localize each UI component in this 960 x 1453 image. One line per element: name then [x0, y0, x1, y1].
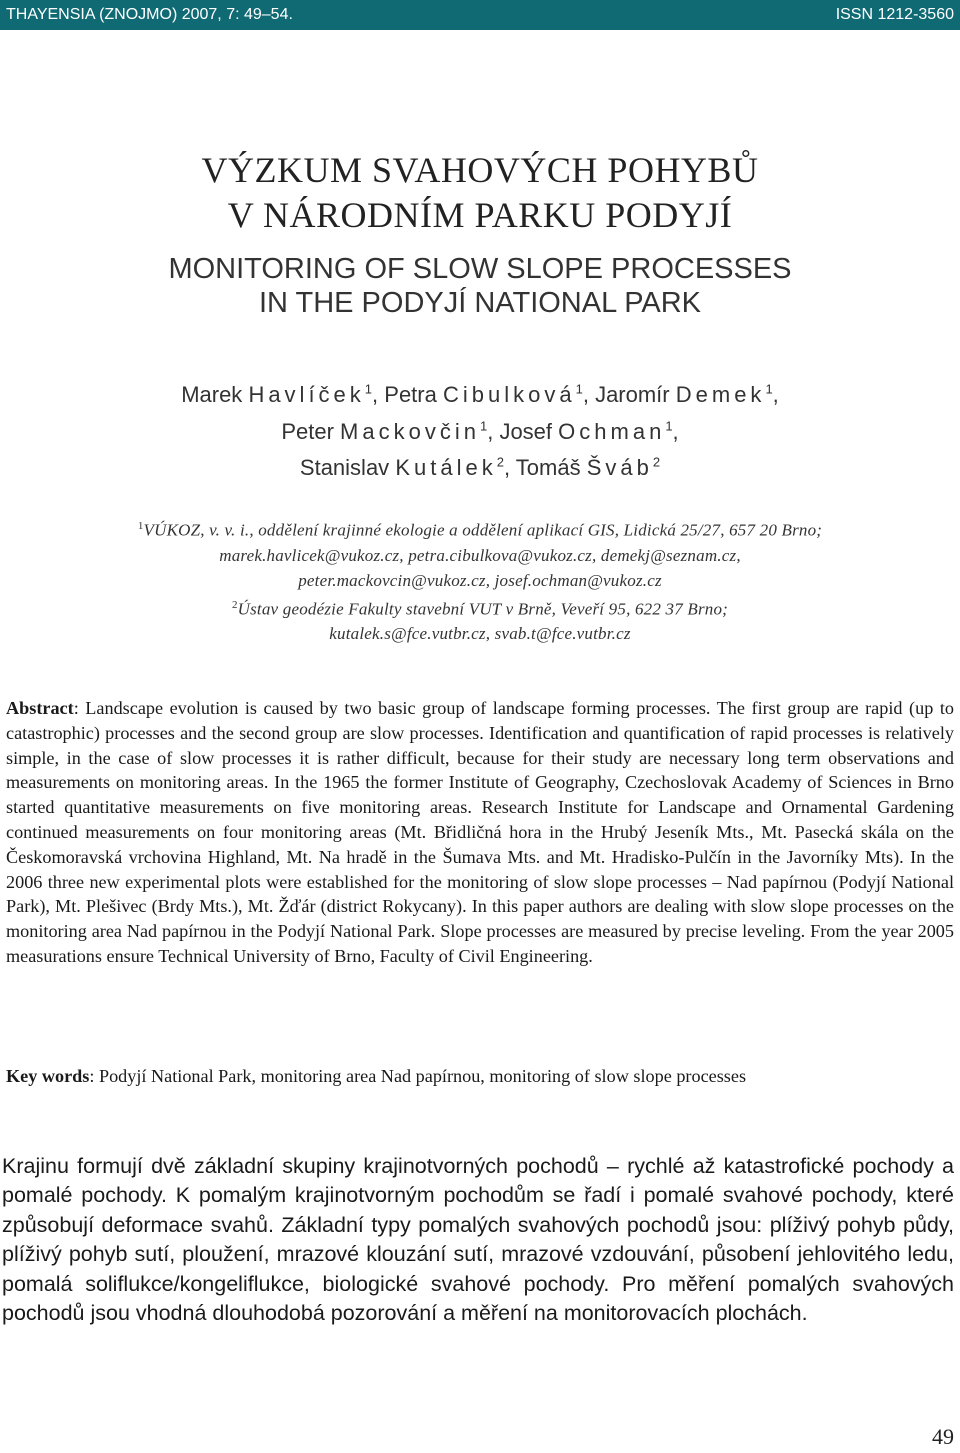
czech-title-line-1: VÝZKUM SVAHOVÝCH POHYBŮ — [201, 150, 759, 190]
affiliation-2-line-1: $^2$Ústav geodézie Fakulty stavební VUT v Brně, Veveří 95, 622 37 Brno; — [231, 598, 729, 619]
issn-label: ISSN 1212-3560 — [835, 6, 954, 23]
abstract-label: Abstract — [6, 698, 74, 718]
affiliation-mark: 2 — [231, 598, 238, 611]
author-line-1 — [0, 374, 960, 410]
author: Marek Havlíček$^1$, — [181, 382, 385, 408]
body-paragraph: Krajinu formují dvě základní skupiny krajinotvorných pochodů – rychlé až katastrofické pochody a pomalé pochody. K pomalým krajinotvorným pochodům se řadí i pomalé svahové pochody, které způsobují deformace svahů. Základní typy pomalých svahových pochodů jsou: plíživý pohyb půdy, plíživý pohyb sutí, ploužení, mrazové klouzání sutí, mrazové vzdouvání, působení jehlovitého ledu, pomalá soliflukce/kongeliflukce, biologické svahové pochody. Pro měření pomalých svahových pochodů jsou vhodná dlouhodobá pozorování a měření na monitorovacích plochách. — [2, 1154, 954, 1326]
author: Tomáš Šváb$^2$ — [515, 454, 661, 480]
czech-title — [0, 148, 960, 238]
author: Petra Cibulková$^1$, — [384, 382, 596, 408]
english-title-line-1: MONITORING OF SLOW SLOPE PROCESSES — [168, 253, 792, 285]
affiliation-2-line-2: kutalek.s@fce.vutbr.cz, svab.t@fce.vutbr.cz — [329, 624, 631, 644]
keywords-text: : Podyjí National Park, monitoring area Nad papírnou, monitoring of slow slope processes — [89, 1066, 747, 1086]
journal-citation: THAYENSIA (ZNOJMO) 2007, 7: 49–54. — [6, 6, 293, 23]
author: Peter Mackovčin$^1$, — [281, 418, 500, 444]
affiliation-1-line-3: peter.mackovcin@vukoz.cz, josef.ochman@vukoz.cz — [298, 570, 662, 590]
czech-title-line-2: V NÁRODNÍM PARKU PODYJÍ — [227, 195, 733, 235]
page-number: 49 — [932, 1424, 954, 1449]
author-list — [0, 374, 960, 483]
affiliation-1-line-1: $^1$VÚKOZ, v. v. i., oddělení krajinné ekologie a oddělení aplikací GIS, Lidická 25/27, 657 20 Brno; — [137, 520, 823, 540]
abstract — [6, 696, 954, 969]
keywords — [6, 1064, 954, 1089]
affiliations — [0, 514, 960, 646]
author: Josef Ochman$^1$, — [499, 418, 679, 444]
english-title-line-2: IN THE PODYJÍ NATIONAL PARK — [258, 287, 702, 319]
affiliation-1-line-2: marek.havlicek@vukoz.cz, petra.cibulkova@vukoz.cz, demekj@seznam.cz, — [219, 545, 741, 565]
author-line-2 — [0, 410, 960, 446]
author-line-3 — [0, 447, 960, 483]
author: Jaromír Demek$^1$, — [595, 382, 779, 408]
affiliation-mark: 1 — [137, 520, 144, 532]
author: Stanislav Kutálek$^2$, — [299, 454, 516, 480]
keywords-label: Key words — [6, 1066, 90, 1086]
english-title — [0, 252, 960, 320]
journal-header-bar — [0, 0, 960, 30]
abstract-text: : Landscape evolution is caused by two basic group of landscape forming processes. The first group are rapid (up to catastrophic) processes and the second group are slow processes. Identification and quantification of rapid processes is relatively simple, in the case of slow processes it is rather difficult, because for their study are necessary long term observations and measurements on monitoring areas. In the 1965 the former Institute of Geography, Czechoslovak Academy of Sciences in Brno started quantitative measurements on five monitoring areas. Research Institute for Landscape and Ornamental Gardening continued measurements on four monitoring areas (Mt. Břidličná hora in the Hrubý Jeseník Mts., Mt. Pasecká skála on the Českomoravská vrchovina Highland, Mt. Na hradě in the Šumava Mts. and Mt. Hradisko-Pulčín in the Javorníky Mts). In the 2006 three new experimental plots were established for the monitoring of slow slope processes – Nad papírnou (Podyjí National Park), Mt. Plešivec (Brdy Mts.), Mt. Žďár (district Rokycany). In this paper authors are dealing with slow slope processes on the monitoring area Nad papírnou in the Podyjí National Park. Slope processes are measured by precise leveling. From the year 2005 measurations ensure Technical University of Brno, Faculty of Civil Engineering. — [6, 698, 954, 966]
